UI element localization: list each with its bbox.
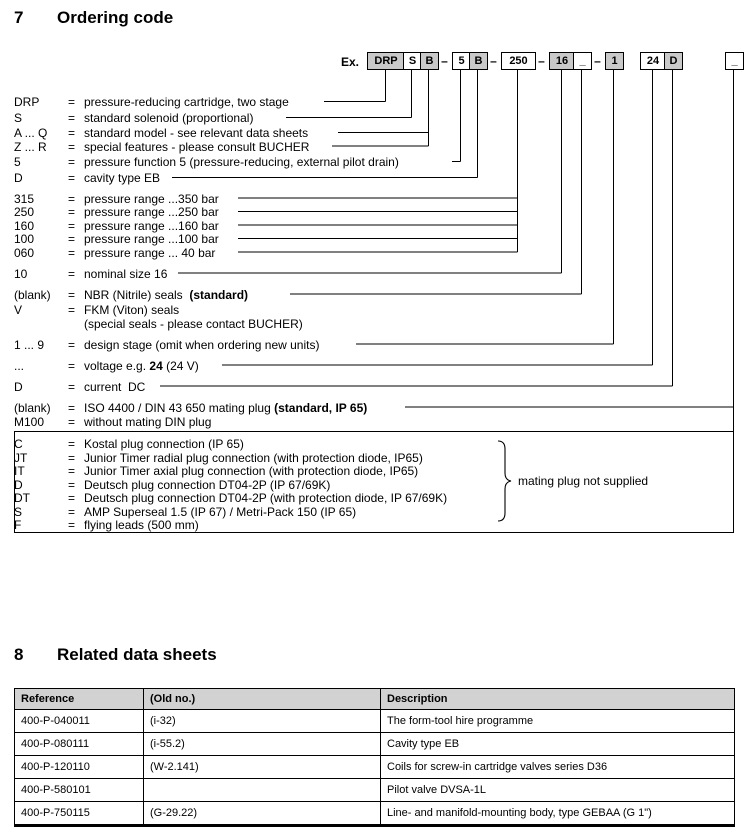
equals-sign: =	[68, 95, 76, 109]
legend-description: NBR (Nitrile) seals (standard)	[84, 287, 249, 302]
table-cell: Coils for screw-in cartridge valves series D36	[381, 756, 735, 779]
equals-sign: =	[68, 218, 76, 233]
legend-row	[0, 416, 755, 430]
legend-code: 5	[14, 155, 21, 169]
legend-description: standard model - see relevant data sheets	[84, 126, 309, 140]
legend-code: 160	[14, 218, 35, 233]
equals-sign: =	[68, 415, 76, 429]
code-box: B	[420, 52, 439, 70]
equals-sign: =	[68, 245, 76, 260]
legend-description: current DC	[84, 379, 146, 394]
legend-description: pressure range ... 40 bar	[84, 245, 216, 260]
equals-sign: =	[68, 111, 76, 125]
legend-code: 250	[14, 205, 35, 219]
legend-code: (blank)	[14, 400, 51, 415]
legend-code: 1 ... 9	[14, 337, 45, 352]
section-8-heading	[0, 645, 755, 669]
legend-description: pressure range ...350 bar	[84, 191, 219, 206]
equals-sign: =	[68, 517, 76, 532]
legend-row	[0, 247, 755, 261]
legend-description: pressure function 5 (pressure-reducing, external pilot drain)	[84, 155, 399, 169]
equals-sign: =	[68, 504, 76, 519]
legend-description: Deutsch plug connection DT04-2P (IP 67/69K)	[84, 477, 331, 492]
legend-code: D	[14, 379, 23, 394]
legend-description: (special seals - please contact BUCHER)	[84, 316, 303, 331]
legend-description: FKM (Viton) seals	[84, 303, 180, 317]
legend-description: Deutsch plug connection DT04-2P (with protection diode, IP 67/69K)	[84, 491, 448, 505]
table-body	[15, 710, 735, 826]
table-header-cell: Description	[381, 689, 735, 710]
table-cell: 400-P-080111	[15, 733, 144, 756]
legend-row	[0, 289, 755, 303]
equals-sign: =	[68, 126, 76, 140]
table-cell: (G-29.22)	[144, 802, 381, 826]
legend-code: (blank)	[14, 287, 51, 302]
legend-code: ...	[14, 358, 25, 373]
legend-row	[0, 268, 755, 282]
legend-description: ISO 4400 / DIN 43 650 mating plug (standard, IP 65)	[84, 400, 368, 415]
equals-sign: =	[68, 303, 76, 317]
code-box: 24	[640, 52, 666, 70]
table-cell: 400-P-580101	[15, 779, 144, 802]
legend-description: nominal size 16	[84, 266, 168, 281]
legend-row-continuation	[0, 318, 755, 332]
legend-description: AMP Superseal 1.5 (IP 67) / Metri-Pack 150 (IP 65)	[84, 504, 357, 519]
code-box: 5	[452, 52, 471, 70]
table-cell: (i-55.2)	[144, 733, 381, 756]
section-7-title: Ordering code	[57, 8, 174, 27]
legend-code: DRP	[14, 95, 40, 109]
equals-sign: =	[68, 379, 76, 394]
code-box: _	[725, 52, 744, 70]
code-separator: –	[594, 54, 601, 68]
legend-description: Junior Timer axial plug connection (with protection diode, IP65)	[84, 464, 419, 478]
table-row	[15, 756, 735, 779]
legend-description: pressure range ...100 bar	[84, 232, 219, 246]
table-header-cell: (Old no.)	[144, 689, 381, 710]
legend-description: Kostal plug connection (IP 65)	[84, 436, 244, 451]
equals-sign: =	[68, 436, 76, 451]
equals-sign: =	[68, 358, 76, 373]
section-8-number: 8	[14, 645, 24, 664]
code-separator: –	[490, 54, 497, 68]
equals-sign: =	[68, 491, 76, 505]
legend-description: Junior Timer radial plug connection (with protection diode, IP65)	[84, 450, 423, 465]
legend-row	[0, 141, 755, 155]
legend-code: V	[14, 303, 23, 317]
legend-code: A ... Q	[14, 126, 48, 140]
code-separator: –	[538, 54, 545, 68]
legend-code: 060	[14, 245, 35, 260]
code-box: 250	[501, 52, 536, 70]
section-7-number: 7	[14, 8, 24, 27]
table-header-cell: Reference	[15, 689, 144, 710]
table-cell: 400-P-120110	[15, 756, 144, 779]
legend-code: F	[14, 517, 22, 532]
legend-row	[0, 96, 755, 110]
equals-sign: =	[68, 450, 76, 465]
legend-description: pressure range ...160 bar	[84, 218, 219, 233]
equals-sign: =	[68, 205, 76, 219]
equals-sign: =	[68, 464, 76, 478]
table-header-row	[15, 689, 735, 710]
legend-code: S	[14, 111, 23, 125]
section-7-heading	[0, 8, 755, 32]
code-box: 16	[549, 52, 575, 70]
equals-sign: =	[68, 266, 76, 281]
legend-description: cavity type EB	[84, 171, 161, 185]
legend-description: special features - please consult BUCHER	[84, 139, 310, 154]
legend-code: IT	[14, 464, 25, 478]
related-data-sheets-table	[14, 688, 735, 827]
equals-sign: =	[68, 337, 76, 352]
legend-row	[0, 156, 755, 170]
legend-description: design stage (omit when ordering new units)	[84, 337, 320, 352]
code-box: DRP	[367, 52, 405, 70]
equals-sign: =	[68, 155, 76, 169]
mating-plug-note: mating plug not supplied	[518, 474, 649, 488]
table-cell: 400-P-750115	[15, 802, 144, 826]
table-head	[15, 689, 735, 710]
legend-code: 100	[14, 232, 35, 246]
table-cell: (W-2.141)	[144, 756, 381, 779]
legend-description: flying leads (500 mm)	[84, 517, 199, 532]
legend-description: pressure range ...250 bar	[84, 205, 219, 219]
equals-sign: =	[68, 191, 76, 206]
table-cell	[144, 779, 381, 802]
legend-row	[0, 381, 755, 395]
legend-row	[0, 519, 755, 533]
legend-row	[0, 172, 755, 186]
equals-sign: =	[68, 139, 76, 154]
table-cell: Cavity type EB	[381, 733, 735, 756]
code-separator: –	[441, 54, 448, 68]
code-box: B	[469, 52, 488, 70]
section-8-title: Related data sheets	[57, 645, 217, 664]
table-cell: (i-32)	[144, 710, 381, 733]
equals-sign: =	[68, 232, 76, 246]
legend-row	[0, 438, 755, 452]
code-box: D	[664, 52, 683, 70]
table-row	[15, 710, 735, 733]
legend-code: 10	[14, 266, 28, 281]
legend-code: D	[14, 171, 23, 185]
legend-description: without mating DIN plug	[84, 415, 212, 429]
legend-description: standard solenoid (proportional)	[84, 111, 254, 125]
table-cell: The form-tool hire programme	[381, 710, 735, 733]
code-box: 1	[605, 52, 624, 70]
legend-row	[0, 360, 755, 374]
table-cell: 400-P-040011	[15, 710, 144, 733]
legend-code: Z ... R	[14, 139, 47, 154]
equals-sign: =	[68, 171, 76, 185]
table-row	[15, 779, 735, 802]
code-box: S	[403, 52, 422, 70]
table-cell: Pilot valve DVSA-1L	[381, 779, 735, 802]
legend-description: voltage e.g. 24 (24 V)	[84, 358, 199, 373]
code-box: _	[573, 52, 592, 70]
legend-code: JT	[14, 450, 28, 465]
legend-row	[0, 112, 755, 126]
legend-code: D	[14, 477, 23, 492]
equals-sign: =	[68, 400, 76, 415]
legend-description: pressure-reducing cartridge, two stage	[84, 95, 289, 109]
equals-sign: =	[68, 477, 76, 492]
legend-row	[0, 402, 755, 416]
table-cell: Line- and manifold-mounting body, type GEBAA (G 1")	[381, 802, 735, 826]
equals-sign: =	[68, 287, 76, 302]
legend-row	[0, 339, 755, 353]
legend-code: C	[14, 436, 23, 451]
table-row	[15, 802, 735, 826]
example-label: Ex.	[341, 55, 360, 69]
legend-code: S	[14, 504, 23, 519]
legend-code: DT	[14, 491, 30, 505]
legend-code: 315	[14, 191, 35, 206]
table-row	[15, 733, 735, 756]
legend-code: M100	[14, 415, 45, 429]
